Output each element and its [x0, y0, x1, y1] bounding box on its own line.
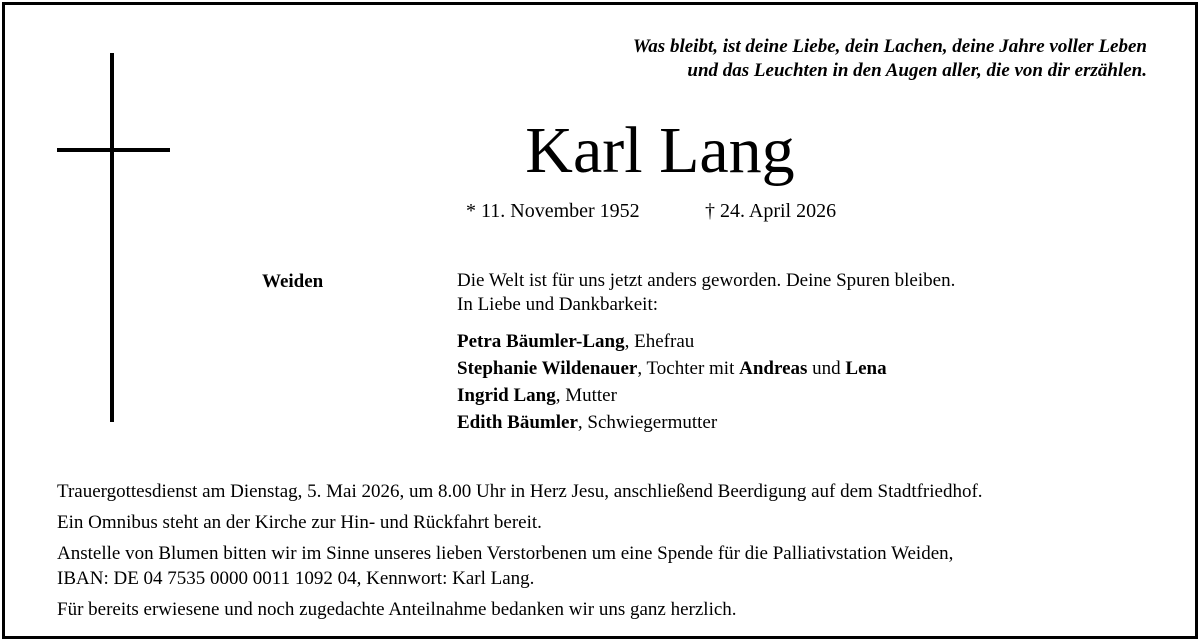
mourner-relation: , Schwiegermutter — [577, 412, 718, 433]
service-details — [57, 479, 983, 622]
birth-date: * 11. November 1952 — [466, 200, 640, 222]
mourner-relation: , Tochter mit — [637, 358, 740, 379]
mourner-entry — [457, 328, 887, 355]
mourner-entry — [457, 382, 887, 409]
place-of-residence: Weiden — [262, 271, 324, 292]
mourner-name: Petra Bäumler-Lang — [457, 331, 625, 352]
mourner-entry — [457, 409, 887, 436]
mourner-name: Edith Bäumler — [457, 412, 578, 433]
mourner-relation: , Mutter — [555, 385, 617, 406]
quote-line-2: und das Leuchten in den Augen aller, die von dir erzählen. — [687, 60, 1147, 81]
quote-line-1: Was bleibt, ist deine Liebe, dein Lachen, deine Jahre voller Leben — [632, 36, 1147, 57]
mourner-name: Andreas — [739, 358, 808, 379]
memorial-quote — [633, 35, 1147, 83]
farewell-text — [457, 269, 955, 317]
service-line-4: IBAN: DE 04 7535 0000 0011 1092 04, Kennwort: Karl Lang. — [57, 568, 535, 589]
mourners-list — [457, 328, 887, 436]
service-line-3: Anstelle von Blumen bitten wir im Sinne unseres lieben Verstorbenen um eine Spende für die Palliativstation Weiden, — [57, 543, 954, 564]
cross-vertical-bar — [110, 53, 114, 422]
mourner-relation: und — [807, 358, 846, 379]
deceased-name: Karl Lang — [525, 114, 795, 187]
mourner-name: Lena — [845, 358, 887, 379]
service-line-1: Trauergottesdienst am Dienstag, 5. Mai 2026, um 8.00 Uhr in Herz Jesu, anschließend Beerdigung auf dem Stadtfriedhof. — [57, 481, 983, 502]
mourner-entry — [457, 355, 887, 382]
farewell-line-2: In Liebe und Dankbarkeit: — [457, 294, 659, 315]
mourner-name: Ingrid Lang — [457, 385, 556, 406]
farewell-line-1: Die Welt ist für uns jetzt anders geworden. Deine Spuren bleiben. — [457, 270, 956, 291]
mourner-name: Stephanie Wildenauer — [457, 358, 638, 379]
service-line-2: Ein Omnibus steht an der Kirche zur Hin- und Rückfahrt bereit. — [57, 512, 542, 533]
death-date: † 24. April 2026 — [705, 200, 837, 222]
service-line-5: Für bereits erwiesene und noch zugedachte Anteilnahme bedanken wir uns ganz herzlich. — [57, 599, 737, 620]
mourner-relation: , Ehefrau — [624, 331, 695, 352]
obituary-notice — [2, 2, 1198, 639]
